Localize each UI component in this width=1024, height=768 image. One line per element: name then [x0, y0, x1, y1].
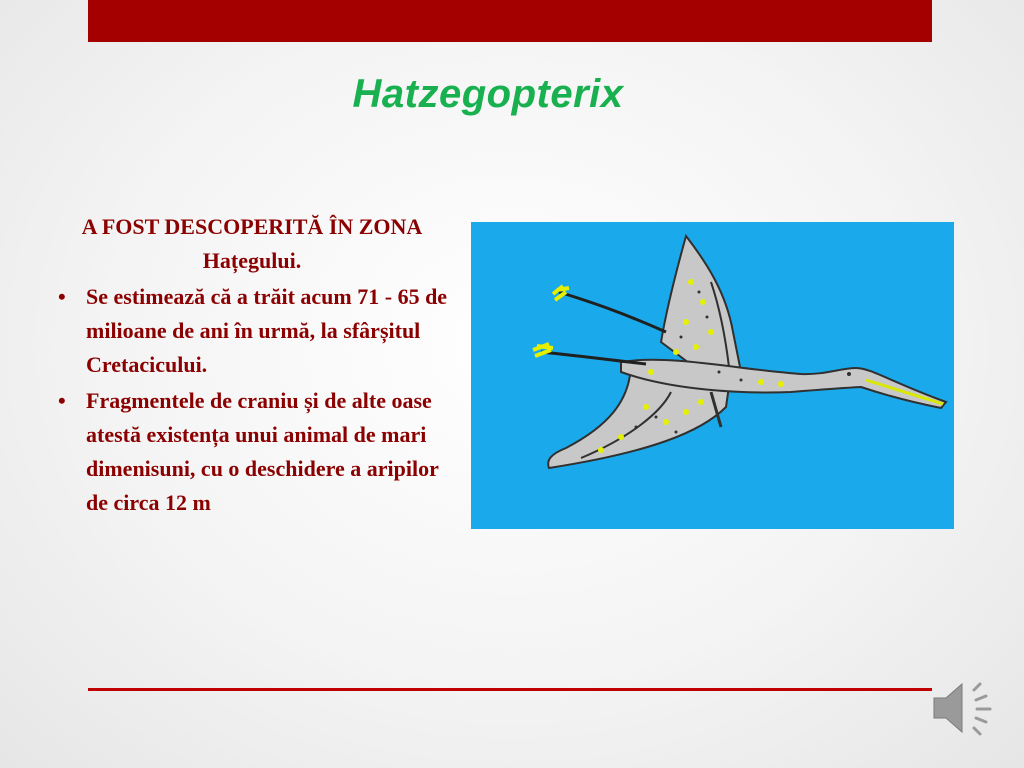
pterosaur-drawing-icon [471, 222, 954, 529]
bullet-list [56, 280, 448, 520]
bullet-icon: • [58, 388, 66, 413]
bullet-text: Fragmentele de craniu și de alte oase atestă existența unui animal de mari dimenisuni, cu o deschidere a aripilor de circa 12 m [86, 388, 439, 515]
slide-title: Hatzegopterix [352, 72, 624, 116]
bullet-item [56, 280, 448, 382]
slide-body [56, 210, 448, 520]
bottom-divider [88, 688, 932, 691]
speaker-icon[interactable] [930, 676, 1000, 740]
top-accent-bar [88, 0, 932, 42]
bullet-text: Se estimează că a trăit acum 71 - 65 de milioane de ani în urmă, la sfârșitul Cretacicului. [86, 284, 448, 377]
pterosaur-image [471, 222, 954, 529]
intro-text: A FOST DESCOPERITĂ ÎN ZONA Hațegului. [81, 214, 423, 273]
bullet-item [56, 384, 448, 520]
bullet-icon: • [58, 284, 66, 309]
